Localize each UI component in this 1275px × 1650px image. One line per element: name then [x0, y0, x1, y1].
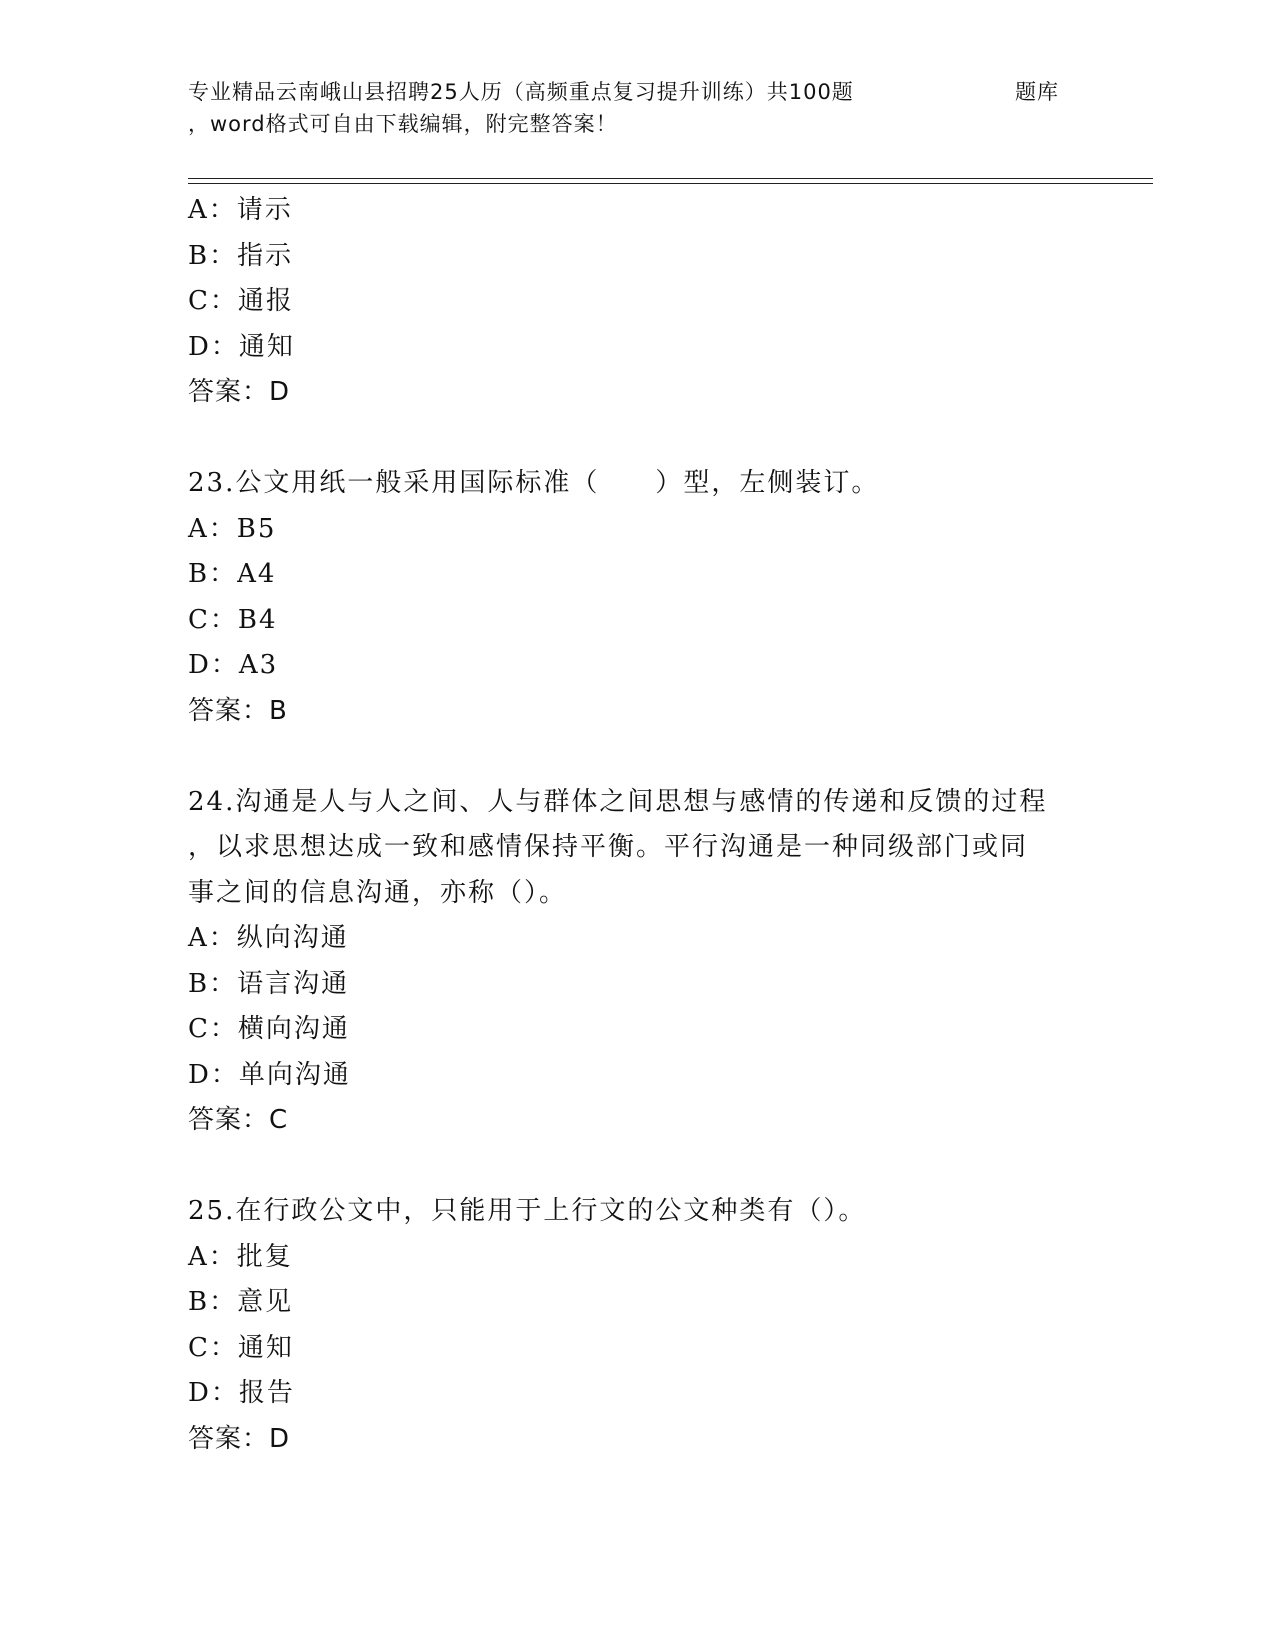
answer: 答案：D	[188, 1423, 291, 1454]
header-divider-bottom	[188, 183, 1153, 184]
header-title-line1: 专业精品云南峨山县招聘25人历（高频重点复习提升训练）共100题	[188, 80, 854, 104]
option-b: B：语言沟通	[188, 968, 350, 999]
answer: 答案：C	[188, 1105, 289, 1135]
option-b: B：A4	[188, 559, 277, 589]
option-d: D：通知	[188, 331, 295, 362]
question-text: 23.公文用纸一般采用国际标准（ ）型，左侧装订。	[188, 468, 880, 498]
header-divider-top	[188, 178, 1153, 179]
option-c: C：通知	[188, 1332, 294, 1363]
option-d: D：单向沟通	[188, 1059, 351, 1090]
spacer	[188, 1144, 1088, 1190]
document-header	[188, 76, 1088, 140]
spacer	[188, 416, 1088, 462]
option-c: C：B4	[188, 604, 278, 635]
option-c: C：通报	[188, 286, 294, 316]
option-a: A：批复	[188, 1241, 293, 1272]
question-text-line2: ，以求思想达成一致和感情保持平衡。平行沟通是一种同级部门或同	[188, 832, 1029, 862]
option-a: A：请示	[188, 195, 293, 225]
question-24	[188, 780, 1088, 1144]
option-d: D：报告	[188, 1378, 295, 1408]
question-text-line1: 24.沟通是人与人之间、人与群体之间思想与感情的传递和反馈的过程	[188, 786, 1048, 817]
question-list	[188, 188, 1088, 1462]
option-d: D：A3	[188, 650, 279, 680]
answer: 答案：B	[188, 695, 288, 726]
option-c: C：横向沟通	[188, 1014, 350, 1044]
question-22	[188, 188, 1088, 416]
header-title-line2: ，word格式可自由下载编辑，附完整答案！	[188, 112, 618, 136]
option-a: A：B5	[188, 513, 277, 544]
option-b: B：意见	[188, 1287, 294, 1317]
option-b: B：指示	[188, 240, 294, 271]
header-tag: 题库	[1015, 80, 1059, 104]
question-text: 25.在行政公文中，只能用于上行文的公文种类有（）。	[188, 1196, 867, 1226]
answer: 答案：D	[188, 377, 291, 407]
question-text-line3: 事之间的信息沟通，亦称（）。	[188, 877, 568, 908]
option-a: A：纵向沟通	[188, 923, 349, 953]
question-25	[188, 1189, 1088, 1462]
question-23	[188, 461, 1088, 734]
spacer	[188, 734, 1088, 780]
